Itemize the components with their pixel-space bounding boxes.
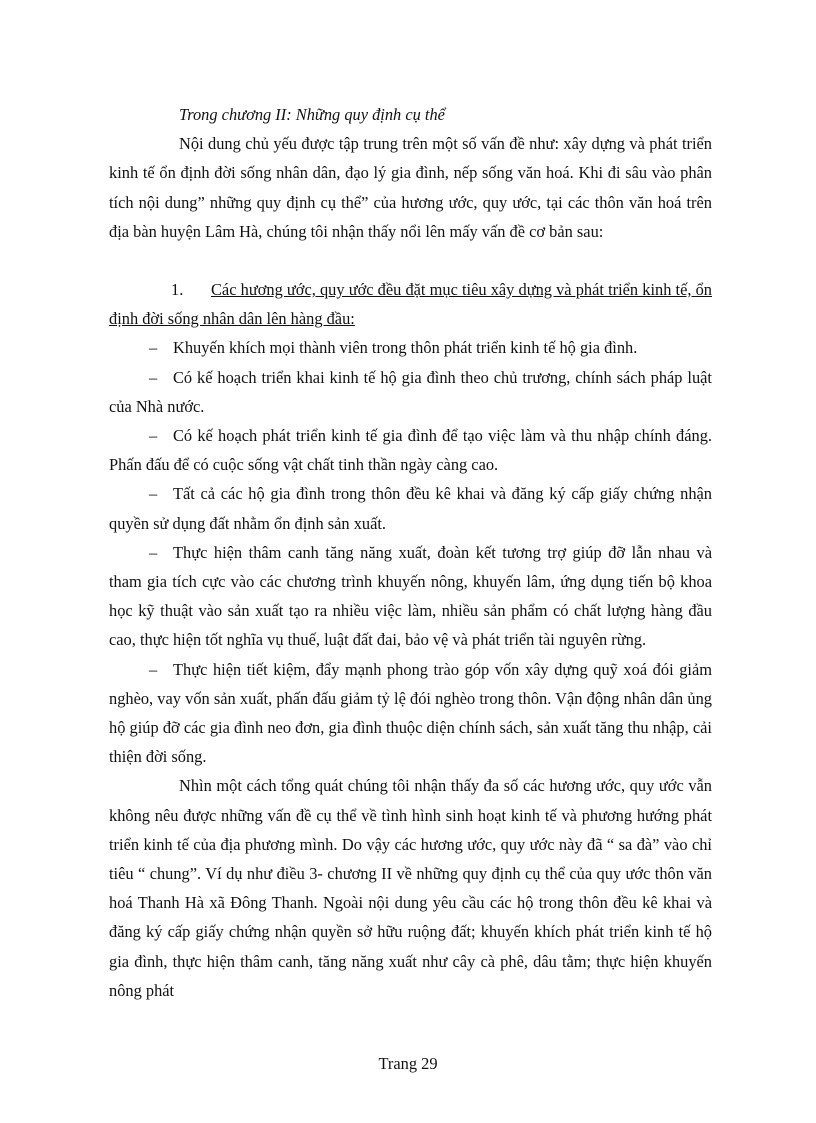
bullet-item	[109, 363, 712, 421]
dash-bullet: –	[149, 542, 158, 562]
bullet-item	[109, 333, 712, 362]
bullet-item	[109, 538, 712, 655]
dash-bullet: –	[149, 367, 158, 387]
bullet-item	[109, 421, 712, 479]
section-heading: Trong chương II: Những quy định cụ thể	[179, 105, 445, 124]
dash-bullet: –	[149, 338, 158, 358]
bullet-item	[109, 655, 712, 772]
intro-paragraph: Nội dung chủ yếu được tập trung trên một số vấn đề như: xây dựng và phát triển kinh tế ổn định đời sống nhân dân, đạo lý gia đình, nếp sống văn hoá. Khi đi sâu vào phân tích nội dung” những quy định cụ thể” của hương ước, quy ước, tại các thôn văn hoá trên địa bàn huyện Lâm Hà, chúng tôi nhận thấy nổi lên mấy vấn đề cơ bản sau:	[109, 134, 712, 241]
dash-bullet: –	[149, 484, 158, 504]
bullet-item	[109, 479, 712, 537]
bullet-text: Khuyến khích mọi thành viên trong thôn phát triển kinh tế hộ gia đình.	[173, 338, 638, 358]
dash-bullet: –	[149, 426, 158, 446]
bullet-text: Có kế hoạch phát triển kinh tế gia đình để tạo việc làm và thu nhập chính đáng. Phấn đấu để có cuộc sống vật chất tinh thần ngày càng cao.	[109, 426, 712, 475]
item-title: Các hương ước, quy ước đều đặt mục tiêu xây dựng và phát triển kinh tế, ổn định đời sống nhân dân lên hàng đầu:	[109, 280, 712, 329]
page-body	[109, 100, 712, 1005]
bullet-text: Tất cả các hộ gia đình trong thôn đều kê khai và đăng ký cấp giấy chứng nhận quyền sử dụng đất nhằm ổn định sản xuất.	[109, 484, 712, 533]
bullet-text: Có kế hoạch triển khai kinh tế hộ gia đình theo chủ trương, chính sách pháp luật của Nhà nước.	[109, 367, 712, 416]
bullet-text: Thực hiện tiết kiệm, đẩy mạnh phong trào góp vốn xây dựng quỹ xoá đói giảm nghèo, vay vốn sản xuất, phấn đấu giảm tỷ lệ đói nghèo trong thôn. Vận động nhân dân ủng hộ giúp đỡ các gia đình neo đơn, gia đình thuộc diện chính sách, sản xuất tăng thu nhập, cải thiện đời sống.	[109, 659, 712, 767]
numbered-heading-1	[109, 275, 712, 333]
conclusion-paragraph: Nhìn một cách tổng quát chúng tôi nhận thấy đa số các hương ước, quy ước vẫn không nêu được những vấn đề cụ thể về tình hình sinh hoạt kinh tế và phương hướng phát triển kinh tế của địa phương mình. Do vậy các hương ước, quy ước này đã “ sa đà” vào chỉ tiêu “ chung”. Ví dụ như điều 3- chương II về những quy định cụ thể của quy ước thôn văn hoá Thanh Hà xã Đông Thanh. Ngoài nội dung yêu cầu các hộ trong thôn đều kê khai và đăng ký cấp giấy chứng nhận quyền sở hữu ruộng đất; khuyến khích phát triển kinh tế hộ gia đình, thực hiện thâm canh, tăng năng xuất như cây cà phê, dâu tằm; thực hiện khuyến nông phát	[109, 776, 712, 1000]
paragraph-spacer	[109, 246, 712, 275]
bullet-text: Thực hiện thâm canh tăng năng xuất, đoàn kết tương trợ giúp đỡ lẫn nhau và tham gia tích cực vào các chương trình khuyến nông, khuyến lâm, ứng dụng tiến bộ khoa học kỹ thuật vào sản xuất tạo ra nhiều việc làm, nhiều sản phẩm có chất lượng hàng đầu cao, thực hiện tốt nghĩa vụ thuế, luật đất đai, bảo vệ và phát triển tài nguyên rừng.	[109, 542, 712, 650]
page-number: Trang 29	[378, 1054, 438, 1073]
item-number: 1.	[171, 280, 184, 300]
dash-bullet: –	[149, 659, 158, 679]
